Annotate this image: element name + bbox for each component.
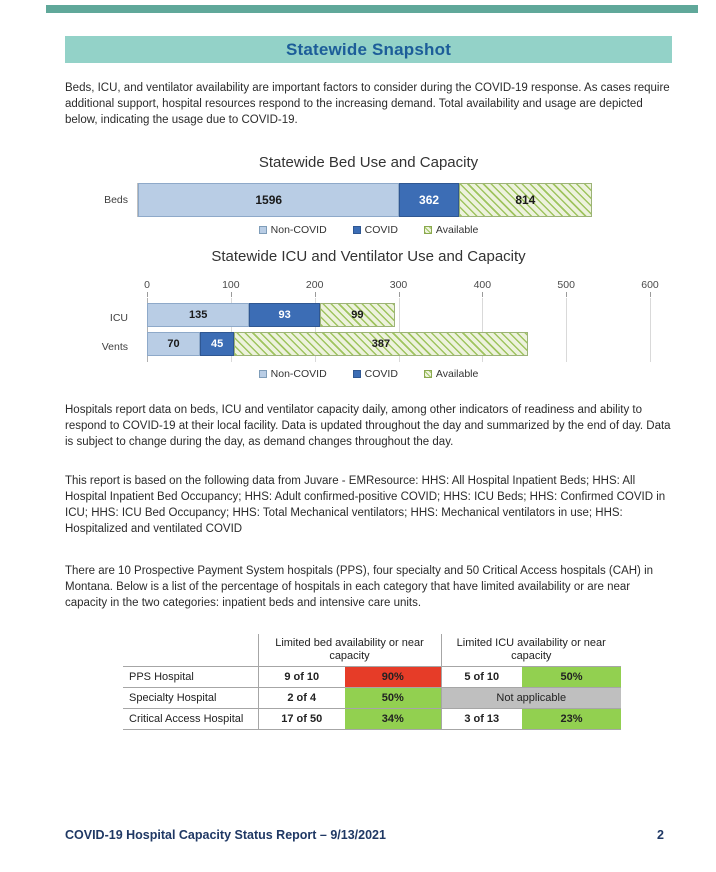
cell-bed-count: 9 of 10 bbox=[258, 667, 345, 688]
legend-swatch-icon bbox=[424, 370, 432, 378]
x-tick-mark bbox=[147, 292, 148, 297]
category-label-vents: Vents bbox=[101, 341, 128, 353]
bed-bar bbox=[137, 183, 592, 217]
row-label: Critical Access Hospital bbox=[129, 713, 244, 725]
bed-chart bbox=[65, 154, 672, 236]
category-label-icu: ICU bbox=[109, 312, 128, 324]
x-tick-label: 200 bbox=[305, 279, 324, 291]
legend-item-non-covid bbox=[259, 224, 327, 236]
legend-swatch-icon bbox=[424, 226, 432, 234]
bed-segment-covid: 362 bbox=[399, 183, 458, 217]
vents-bar bbox=[147, 332, 602, 356]
x-tick-mark bbox=[315, 292, 316, 297]
row-label: PPS Hospital bbox=[129, 671, 194, 683]
legend-item-non-covid bbox=[259, 368, 327, 380]
table-row-pps bbox=[123, 667, 621, 688]
x-tick-label: 400 bbox=[473, 279, 492, 291]
x-tick-label: 500 bbox=[557, 279, 575, 291]
footer-title: COVID-19 Hospital Capacity Status Report – 9/13/2021 bbox=[65, 828, 386, 842]
table-header-icu: Limited ICU availability or near capacity bbox=[441, 634, 621, 667]
legend-swatch-icon bbox=[353, 226, 361, 234]
legend-swatch-icon bbox=[259, 226, 267, 234]
legend-swatch-icon bbox=[353, 370, 361, 378]
legend-label: Available bbox=[435, 368, 479, 380]
icu-vent-plot-wrap bbox=[65, 279, 672, 362]
x-tick-mark bbox=[650, 292, 651, 297]
x-tick-mark bbox=[566, 292, 567, 297]
legend-label: COVID bbox=[364, 224, 398, 236]
footer bbox=[0, 828, 716, 842]
hospital-categories-paragraph: There are 10 Prospective Payment System hospitals (PPS), four specialty and 50 Critical Access hospitals (CAH) in Montana. Below is a list of the percentage of hospitals in each category that have limited availability or are near capacity in the two categories: inpatient beds and intensive care units. bbox=[65, 565, 654, 609]
vents-segment-available: 387 bbox=[234, 332, 527, 356]
legend-label: Available bbox=[435, 224, 479, 236]
legend-item-covid bbox=[353, 224, 398, 236]
cell-bed-count: 17 of 50 bbox=[258, 709, 345, 730]
page-number: 2 bbox=[657, 828, 664, 842]
row-label: Specialty Hospital bbox=[129, 692, 217, 704]
bed-chart-title: Statewide Bed Use and Capacity bbox=[258, 154, 479, 171]
legend-item-available bbox=[424, 224, 478, 236]
icu-bar bbox=[147, 303, 602, 327]
data-sources-paragraph: This report is based on the following data from Juvare - EMResource: HHS: All Hospital Inpatient Beds; HHS: All Hospital Inpatient Bed Occupancy; HHS: Adult confirmed-positive COVID; HHS: ICU Beds; HHS: Confirmed COVID in ICU; HHS: ICU Bed Occupancy; HHS: Total Mechanical ventilators; HHS: Mechanical ventilators in use; HHS: Hospitalized and ventilated COVID bbox=[65, 475, 666, 535]
table-header-empty bbox=[123, 634, 258, 667]
x-tick-mark bbox=[482, 292, 483, 297]
cell-bed-pct: 90% bbox=[345, 667, 441, 688]
axis-spacer bbox=[65, 279, 147, 298]
x-tick-mark bbox=[399, 292, 400, 297]
vents-segment-covid: 45 bbox=[200, 332, 234, 356]
cell-icu-count: 5 of 10 bbox=[441, 667, 522, 688]
table-row-specialty bbox=[123, 688, 621, 709]
page-content bbox=[0, 36, 716, 730]
legend-label: Non-COVID bbox=[270, 224, 327, 236]
legend-label: Non-COVID bbox=[270, 368, 327, 380]
reporting-paragraph: Hospitals report data on beds, ICU and ventilator capacity daily, among other indicators of readiness and ability to respond to COVID-19 at their local facility. Data is updated throughout the day and summarized by the end of day. Data is subject to change during the day, as demand changes throughout the day. bbox=[65, 404, 671, 448]
cell-icu-pct: 50% bbox=[522, 667, 621, 688]
cell-icu-pct: 23% bbox=[522, 709, 621, 730]
section-title: Statewide Snapshot bbox=[285, 39, 452, 59]
legend-item-covid bbox=[353, 368, 398, 380]
icu-vent-plot bbox=[144, 279, 659, 362]
x-tick-label: 600 bbox=[641, 279, 659, 291]
bed-bar-row bbox=[65, 183, 672, 217]
table-header-row bbox=[123, 634, 621, 667]
legend-item-available bbox=[424, 368, 478, 380]
vents-segment-noncovid: 70 bbox=[147, 332, 200, 356]
capacity-table bbox=[123, 634, 621, 730]
table-row-critical-access bbox=[123, 709, 621, 730]
icu-segment-noncovid: 135 bbox=[147, 303, 249, 327]
icu-vent-chart-legend bbox=[65, 368, 672, 380]
bed-segment-available: 814 bbox=[459, 183, 592, 217]
cell-bed-count: 2 of 4 bbox=[258, 688, 345, 709]
section-banner bbox=[65, 36, 672, 63]
bed-chart-legend bbox=[65, 224, 672, 236]
x-tick-label: 100 bbox=[222, 279, 240, 291]
legend-label: COVID bbox=[364, 368, 398, 380]
x-tick-mark bbox=[231, 292, 232, 297]
bed-segment-noncovid: 1596 bbox=[138, 183, 399, 217]
legend-swatch-icon bbox=[259, 370, 267, 378]
x-tick-label: 0 bbox=[144, 279, 150, 291]
icu-segment-covid: 93 bbox=[249, 303, 320, 327]
x-tick-label: 300 bbox=[389, 279, 408, 291]
x-axis bbox=[144, 279, 659, 292]
top-divider bbox=[46, 5, 698, 13]
category-label-beds: Beds bbox=[104, 194, 128, 206]
cell-icu-count: 3 of 13 bbox=[441, 709, 522, 730]
icu-vent-chart bbox=[65, 248, 672, 380]
cell-bed-pct: 50% bbox=[345, 688, 441, 709]
intro-paragraph: Beds, ICU, and ventilator availability are important factors to consider during the COVID-19 response. As cases require additional support, hospital resources respond to the increasing demand. Total availability and usage are depicted below, indicating the usage due to COVID-19. bbox=[65, 82, 670, 126]
cell-icu-not-applicable: Not applicable bbox=[441, 688, 621, 709]
icu-vent-chart-title: Statewide ICU and Ventilator Use and Capacity bbox=[211, 248, 526, 265]
table-header-bed: Limited bed availability or near capacity bbox=[258, 634, 441, 667]
icu-segment-available: 99 bbox=[320, 303, 395, 327]
gridline bbox=[650, 298, 651, 362]
report-page bbox=[0, 5, 716, 872]
icu-vent-category-labels bbox=[65, 279, 147, 362]
plot-area bbox=[147, 298, 650, 362]
cell-bed-pct: 34% bbox=[345, 709, 441, 730]
